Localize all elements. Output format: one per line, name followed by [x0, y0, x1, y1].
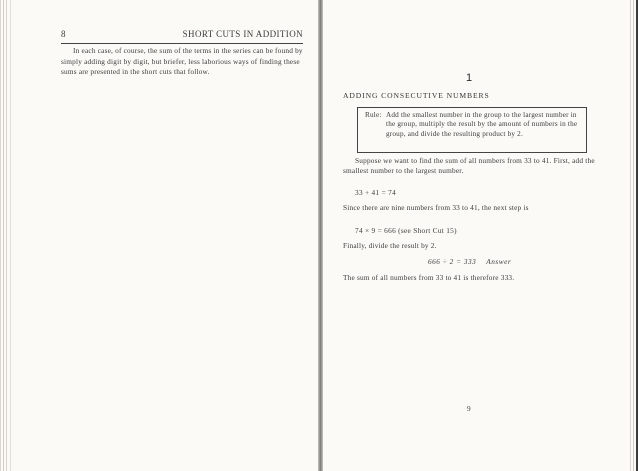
section-title: ADDING CONSECUTIVE NUMBERS: [343, 91, 490, 100]
left-page-number: 8: [61, 29, 66, 39]
paragraph-finally: Finally, divide the result by 2.: [343, 241, 437, 250]
equation-divide-expression: 666 ÷ 2 = 333: [428, 257, 477, 266]
rule-label: Rule:: [365, 111, 382, 119]
running-head-title: SHORT CUTS IN ADDITION: [182, 29, 303, 39]
section-number: 1: [466, 72, 473, 84]
right-page-edges: [628, 0, 638, 471]
running-head: [61, 29, 303, 44]
left-paragraph: In each case, of course, the sum of the terms in the series can be found by simply adding digit by digit, but briefer, less laborious ways of finding these sums are presented in the short cuts that follow.: [61, 46, 303, 77]
paragraph-next-step: Since there are nine numbers from 33 to 41, the next step is: [343, 203, 529, 212]
paragraph-example: Suppose we want to find the sum of all numbers from 33 to 41. First, add the smallest number to the largest number.: [343, 156, 595, 175]
right-page-number: 9: [467, 404, 471, 413]
equation-sum: 33 + 41 = 74: [355, 188, 397, 197]
equation-multiply: 74 × 9 = 666 (see Short Cut 15): [355, 226, 457, 235]
left-page-edges: [0, 0, 14, 471]
answer-label: Answer: [486, 257, 512, 266]
paragraph-conclusion: The sum of all numbers from 33 to 41 is therefore 333.: [343, 273, 515, 282]
rule-text: Add the smallest number in the group to the largest number in the group, multiply the result by the amount of numbers in the group, and divide the resulting product by 2.: [386, 111, 578, 138]
rule-box: [357, 107, 587, 153]
right-page: [323, 0, 628, 471]
equation-divide: [428, 257, 511, 266]
